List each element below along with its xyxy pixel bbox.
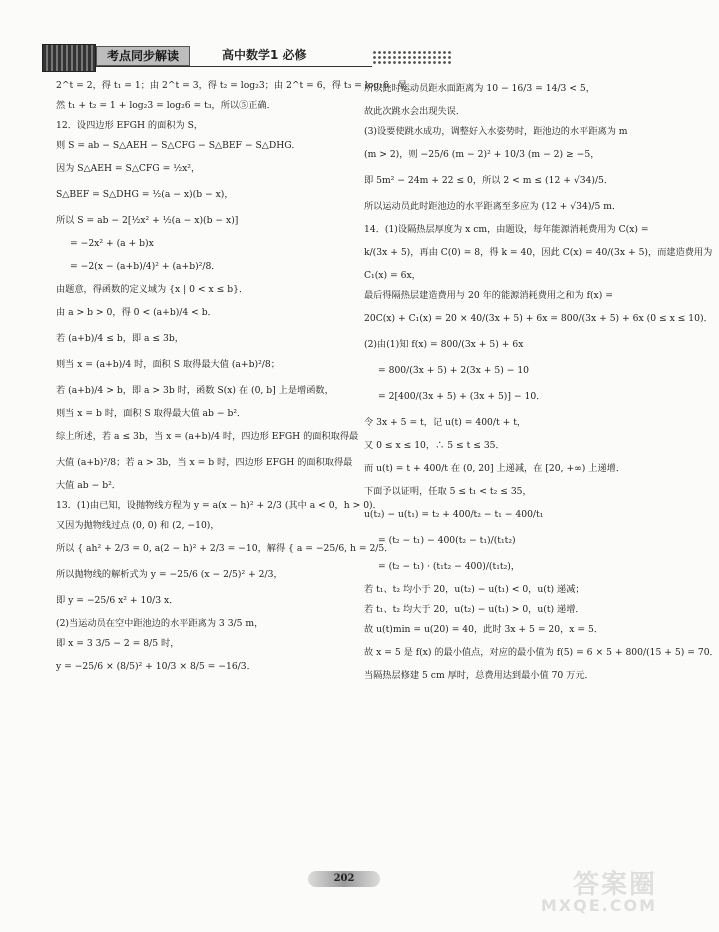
text-line: u(t₂) − u(t₁) = t₂ + 400/t₂ − t₁ − 400/t₁ bbox=[364, 509, 544, 520]
text-line: C₁(x) = 6x， bbox=[364, 270, 421, 281]
text-line: = 2[400/(3x + 5) + (3x + 5)] − 10． bbox=[378, 391, 546, 402]
text-line: 则当 x = b 时，面积 S 取得最大值 ab − b²． bbox=[56, 408, 247, 419]
text-line: 当隔热层修建 5 cm 厚时，总费用达到最小值 70 万元． bbox=[364, 670, 594, 681]
text-line: 由 a > b > 0，得 0 < (a+b)/4 < b． bbox=[56, 307, 217, 318]
text-line: (m > 2)，则 −25/6 (m − 2)² + 10/3 (m − 2) ≥ −5， bbox=[364, 149, 600, 160]
text-line: 即 x = 3 3/5 − 2 = 8/5 时， bbox=[56, 638, 180, 649]
text-line: 2^t = 2，得 t₁ = 1；由 2^t = 3，得 t₂ = log₂3；由 2^t = 6，得 t₃ = log₂6．显 bbox=[56, 80, 408, 91]
text-line: 令 3x + 5 = t，记 u(t) = 400/t + t， bbox=[364, 417, 527, 428]
text-line: 若 t₁、t₂ 均小于 20，u(t₂) − u(t₁) < 0，u(t) 递减； bbox=[364, 584, 585, 595]
header-rule bbox=[96, 66, 372, 67]
text-line: 故此次跳水会出现失误． bbox=[364, 106, 466, 117]
text-line: 13．(1)由已知，设抛物线方程为 y = a(x − h)² + 2/3 (其中 a < 0，h > 0)． bbox=[56, 500, 382, 511]
text-line: 又因为抛物线过点 (0, 0) 和 (2, −10)， bbox=[56, 520, 220, 531]
page-header bbox=[42, 44, 372, 66]
text-line: 故 u(t)min = u(20) = 40，此时 3x + 5 = 20，x = 5． bbox=[364, 624, 604, 635]
header-title: 考点同步解读 bbox=[96, 46, 190, 66]
text-line: 若 (a+b)/4 > b，即 a > 3b 时，函数 S(x) 在 (0, b] 上是增函数， bbox=[56, 385, 334, 396]
text-line: = (t₂ − t₁) · (t₁t₂ − 400)/(t₁t₂)， bbox=[378, 561, 521, 572]
text-line: (2)由(1)知 f(x) = 800/(3x + 5) + 6x bbox=[364, 339, 524, 350]
header-dots-decoration bbox=[372, 50, 452, 64]
text-line: 所以 { ah² + 2/3 = 0, a(2 − h)² + 2/3 = −10，解得 { a = −25/6, h = 2/5． bbox=[56, 543, 394, 554]
text-line: 综上所述，若 a ≤ 3b，当 x = (a+b)/4 时，四边形 EFGH 的面积取得最 bbox=[56, 431, 359, 442]
text-line: 大值 ab − b²． bbox=[56, 480, 121, 491]
page-number: 202 bbox=[308, 871, 380, 887]
text-line: 所以运动员此时距池边的水平距离至多应为 (12 + √34)/5 m． bbox=[364, 201, 622, 212]
text-line: 14．(1)设隔热层厚度为 x cm，由题设，每年能源消耗费用为 C(x) = bbox=[364, 224, 649, 235]
watermark-cn: 答案圈 bbox=[572, 870, 657, 900]
text-line: 最后得隔热层建造费用与 20 年的能源消耗费用之和为 f(x) = bbox=[364, 290, 613, 301]
text-line: 大值 (a+b)²/8；若 a > 3b，当 x = b 时，四边形 EFGH 的面积取得最 bbox=[56, 457, 353, 468]
text-line: 故 x = 5 是 f(x) 的最小值点，对应的最小值为 f(5) = 6 × 5 + 800/(15 + 5) = 70． bbox=[364, 647, 719, 658]
text-line: 下面予以证明，任取 5 ≤ t₁ < t₂ ≤ 35， bbox=[364, 486, 532, 497]
watermark bbox=[537, 866, 657, 918]
text-line: 则 S = ab − S△AEH − S△CFG − S△BEF − S△DHG． bbox=[56, 140, 301, 151]
header-subtitle: 高中数学1 必修 bbox=[222, 48, 307, 62]
text-line: 所以此时运动员距水面距离为 10 − 16/3 = 14/3 < 5， bbox=[364, 83, 595, 94]
text-line: = (t₂ − t₁) − 400(t₂ − t₁)/(t₁t₂) bbox=[378, 535, 516, 546]
text-line: 由题意，得函数的定义域为 {x | 0 < x ≤ b}． bbox=[56, 284, 249, 295]
text-line: 即 5m² − 24m + 22 ≤ 0，所以 2 < m ≤ (12 + √34)/5． bbox=[364, 175, 614, 186]
header-logo-block bbox=[42, 44, 96, 72]
text-line: 所以抛物线的解析式为 y = −25/6 (x − 2/5)² + 2/3， bbox=[56, 569, 283, 580]
text-line: 又 0 ≤ x ≤ 10，∴ 5 ≤ t ≤ 35． bbox=[364, 440, 505, 451]
watermark-en: MXQE.COM bbox=[540, 896, 657, 915]
text-line: = −2(x − (a+b)/4)² + (a+b)²/8． bbox=[70, 261, 221, 272]
text-line: 而 u(t) = t + 400/t 在 (0, 20] 上递减，在 [20, +∞) 上递增． bbox=[364, 463, 626, 474]
right-column bbox=[364, 76, 719, 686]
text-line: = −2x² + (a + b)x bbox=[70, 238, 154, 249]
text-line: 因为 S△AEH = S△CFG = ½x²， bbox=[56, 163, 201, 174]
text-line: (2)当运动员在空中距池边的水平距离为 3 3/5 m， bbox=[56, 618, 264, 629]
text-line: 则当 x = (a+b)/4 时，面积 S 取得最大值 (a+b)²/8； bbox=[56, 359, 280, 370]
text-line: 20C(x) + C₁(x) = 20 × 40/(3x + 5) + 6x = 800/(3x + 5) + 6x (0 ≤ x ≤ 10)． bbox=[364, 313, 713, 324]
text-line: (3)设要使跳水成功，调整好入水姿势时，距池边的水平距离为 m bbox=[364, 126, 628, 137]
text-line: = 800/(3x + 5) + 2(3x + 5) − 10 bbox=[378, 365, 530, 376]
text-line: 然 t₁ + t₂ = 1 + log₂3 = log₂6 = t₃，所以⑤正确． bbox=[56, 100, 276, 111]
text-line: S△BEF = S△DHG = ½(a − x)(b − x)， bbox=[56, 189, 234, 200]
text-line: 若 (a+b)/4 ≤ b，即 a ≤ 3b， bbox=[56, 333, 184, 344]
text-line: y = −25/6 × (8/5)² + 10/3 × 8/5 = −16/3． bbox=[56, 661, 256, 672]
text-line: k/(3x + 5)，再由 C(0) = 8，得 k = 40，因此 C(x) = 40/(3x + 5)，而建造费用为 bbox=[364, 247, 713, 258]
text-line: 即 y = −25/6 x² + 10/3 x． bbox=[56, 595, 179, 606]
text-line: 所以 S = ab − 2[½x² + ½(a − x)(b − x)] bbox=[56, 215, 239, 226]
text-line: 若 t₁、t₂ 均大于 20，u(t₂) − u(t₁) > 0，u(t) 递增． bbox=[364, 604, 585, 615]
text-line: 12．设四边形 EFGH 的面积为 S， bbox=[56, 120, 204, 131]
